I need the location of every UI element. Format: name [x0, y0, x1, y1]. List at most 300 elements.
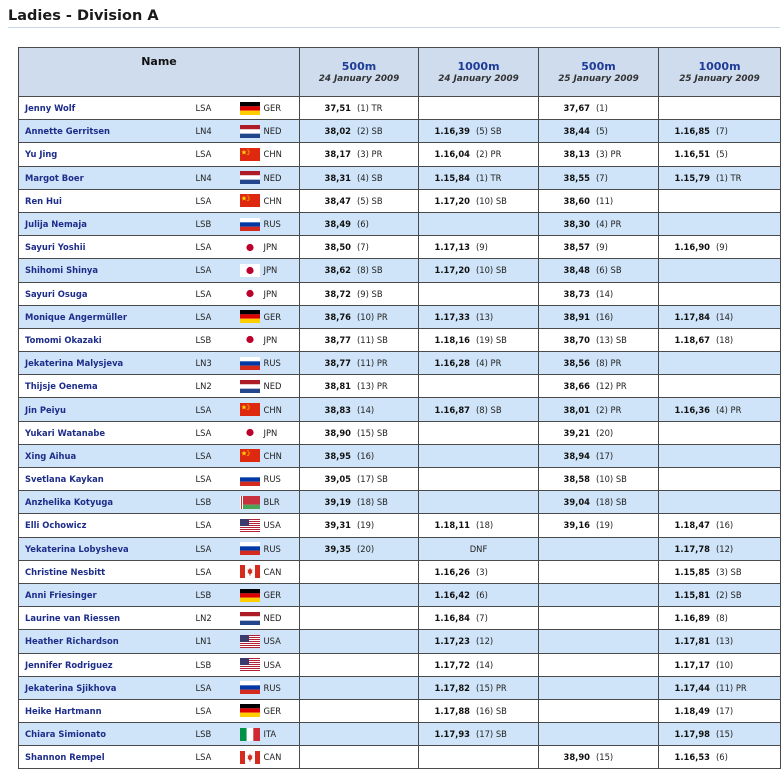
result-rank: (11) PR	[357, 358, 388, 369]
result-time: 1.17,20	[434, 195, 470, 206]
result-cell	[419, 421, 539, 444]
result-cell	[419, 630, 539, 653]
distance-date: 24 January 2009	[318, 74, 400, 84]
athlete-name[interactable]: Julija Nemaja	[19, 212, 193, 235]
result-cell	[419, 723, 539, 746]
result-rank: (19) SB	[476, 334, 507, 345]
athlete-name[interactable]: Sayuri Osuga	[19, 282, 193, 305]
result-cell	[659, 212, 781, 235]
country-code: CHN	[263, 149, 282, 160]
result-cell	[659, 97, 781, 120]
table-row	[19, 537, 781, 560]
usa-flag-icon	[240, 658, 260, 671]
country-code: RUS	[263, 474, 281, 485]
result-time: 38,48	[563, 265, 590, 276]
result-rank: (17)	[716, 705, 734, 716]
result-cell	[539, 305, 659, 328]
result-cell	[419, 537, 539, 560]
result-rank: (11) SB	[357, 334, 388, 345]
country-code: CHN	[263, 450, 282, 461]
athlete-class: LSB	[193, 653, 237, 676]
result-time: 1.17,20	[434, 265, 470, 276]
result-time: 39,35	[324, 543, 351, 554]
country-code: USA	[263, 636, 281, 647]
athlete-class: LN2	[193, 607, 237, 630]
result-time: 1.16,28	[434, 358, 470, 369]
table-row	[19, 97, 781, 120]
result-time: 1.17,17	[674, 659, 710, 670]
result-cell	[539, 468, 659, 491]
athlete-class: LSA	[193, 468, 237, 491]
result-cell	[300, 444, 419, 467]
result-rank: (13)	[476, 311, 494, 322]
result-rank: (8) SB	[476, 404, 502, 415]
table-row	[19, 166, 781, 189]
table-row	[19, 375, 781, 398]
result-time: 1.18,11	[434, 520, 470, 531]
athlete-country	[237, 259, 300, 282]
result-cell	[659, 607, 781, 630]
result-cell	[539, 97, 659, 120]
result-rank: (6)	[476, 590, 488, 601]
result-time: 1.16,39	[434, 126, 470, 137]
distance-date: 24 January 2009	[438, 74, 519, 84]
result-cell	[419, 97, 539, 120]
country-code: NED	[263, 172, 282, 183]
result-cell	[300, 560, 419, 583]
result-time: 1.16,90	[674, 242, 710, 253]
table-row	[19, 236, 781, 259]
result-cell	[659, 630, 781, 653]
result-rank: (15) PR	[476, 682, 507, 693]
result-cell	[419, 282, 539, 305]
result-cell	[659, 421, 781, 444]
athlete-class: LSA	[193, 676, 237, 699]
athlete-country	[237, 653, 300, 676]
results-table	[18, 47, 781, 769]
athlete-country	[237, 236, 300, 259]
result-rank: (10) SB	[476, 195, 507, 206]
result-cell	[419, 305, 539, 328]
athlete-country	[237, 699, 300, 722]
athlete-name[interactable]: Chiara Simionato	[19, 723, 193, 746]
result-cell	[659, 746, 781, 769]
table-row	[19, 305, 781, 328]
result-time: 1.17,82	[434, 682, 470, 693]
table-row	[19, 212, 781, 235]
result-rank: (2) PR	[476, 149, 502, 160]
athlete-name[interactable]: Shannon Rempel	[19, 746, 193, 769]
result-time: 1.16,51	[674, 149, 710, 160]
result-cell	[300, 143, 419, 166]
result-cell	[539, 491, 659, 514]
country-code: GER	[263, 311, 282, 322]
athlete-name[interactable]: Elli Ochowicz	[19, 514, 193, 537]
result-cell	[539, 212, 659, 235]
result-cell	[419, 143, 539, 166]
athlete-class: LSA	[193, 746, 237, 769]
result-cell	[659, 398, 781, 421]
result-rank: (9)	[716, 242, 728, 253]
result-cell	[300, 398, 419, 421]
distance-date: 25 January 2009	[558, 74, 639, 84]
athlete-class: LSA	[193, 189, 237, 212]
table-row	[19, 699, 781, 722]
result-cell	[659, 143, 781, 166]
table-row	[19, 676, 781, 699]
athlete-name[interactable]: Laurine van Riessen	[19, 607, 193, 630]
result-rank: (12)	[476, 636, 494, 647]
result-cell	[539, 398, 659, 421]
athlete-class: LSA	[193, 282, 237, 305]
result-rank: (4) PR	[716, 404, 742, 415]
athlete-name[interactable]: Ren Hui	[19, 189, 193, 212]
athlete-name[interactable]: Jenny Wolf	[19, 97, 193, 120]
athlete-name[interactable]: Sayuri Yoshii	[19, 236, 193, 259]
athlete-name[interactable]: Shihomi Shinya	[19, 259, 193, 282]
result-time: 38,77	[324, 358, 351, 369]
result-time: 38,90	[563, 752, 590, 763]
athlete-country	[237, 189, 300, 212]
result-rank: (6) SB	[596, 265, 622, 276]
athlete-country	[237, 630, 300, 653]
page-title: Ladies - Division A	[8, 8, 159, 24]
country-code: NED	[263, 126, 282, 137]
result-time: 1.17,88	[434, 705, 470, 716]
ger-flag-icon	[240, 310, 260, 323]
jpn-flag-icon	[240, 241, 260, 254]
result-cell	[419, 212, 539, 235]
result-time: 38,77	[324, 334, 351, 345]
result-time: 1.16,87	[434, 404, 470, 415]
result-cell	[659, 468, 781, 491]
result-time: 38,56	[563, 358, 590, 369]
result-rank: (20)	[357, 543, 375, 554]
result-rank: (10)	[716, 659, 734, 670]
result-time: 38,17	[324, 149, 351, 160]
result-cell	[659, 491, 781, 514]
result-time: 38,91	[563, 311, 590, 322]
country-code: ITA	[263, 729, 277, 740]
athlete-country	[237, 282, 300, 305]
result-time: 38,94	[563, 450, 590, 461]
table-row	[19, 352, 781, 375]
usa-flag-icon	[240, 519, 260, 532]
result-cell	[300, 352, 419, 375]
athlete-class: LSA	[193, 398, 237, 421]
result-time: 1.16,84	[434, 613, 470, 624]
result-rank: (5)	[716, 149, 728, 160]
result-time: 38,01	[563, 404, 590, 415]
result-cell	[419, 259, 539, 282]
athlete-country	[237, 305, 300, 328]
result-cell	[419, 653, 539, 676]
table-row	[19, 143, 781, 166]
jpn-flag-icon	[240, 264, 260, 277]
distance-label: 500m	[341, 60, 377, 73]
result-rank: (18)	[716, 334, 734, 345]
ned-flag-icon	[240, 125, 260, 138]
result-cell	[539, 421, 659, 444]
table-header-row	[19, 48, 781, 97]
result-rank: (8) PR	[596, 358, 622, 369]
ita-flag-icon	[240, 728, 260, 741]
athlete-class: LSA	[193, 143, 237, 166]
athlete-class: LSB	[193, 328, 237, 351]
result-rank: (11)	[596, 195, 614, 206]
athlete-name[interactable]: Thijsje Oenema	[19, 375, 193, 398]
result-cell	[300, 630, 419, 653]
result-time: 1.17,78	[674, 543, 710, 554]
result-time: 38,49	[324, 219, 351, 230]
athlete-country	[237, 398, 300, 421]
can-flag-icon	[240, 565, 260, 578]
athlete-name[interactable]: Yukari Watanabe	[19, 421, 193, 444]
result-rank: (3) SB	[716, 566, 742, 577]
country-code: GER	[263, 705, 282, 716]
ned-flag-icon	[240, 612, 260, 625]
result-cell	[659, 514, 781, 537]
country-code: BLR	[263, 497, 280, 508]
name-column-header: Name	[19, 48, 300, 97]
result-cell	[539, 746, 659, 769]
result-rank: (17)	[596, 450, 614, 461]
result-cell	[659, 560, 781, 583]
result-cell	[659, 723, 781, 746]
result-rank: (14)	[716, 311, 734, 322]
result-rank: (6)	[357, 219, 369, 230]
result-time: 1.17,33	[434, 311, 470, 322]
athlete-name[interactable]: Svetlana Kaykan	[19, 468, 193, 491]
jpn-flag-icon	[240, 333, 260, 346]
athlete-name[interactable]: Jekaterina Malysjeva	[19, 352, 193, 375]
athlete-country	[237, 468, 300, 491]
athlete-name[interactable]: Jennifer Rodriguez	[19, 653, 193, 676]
table-row	[19, 630, 781, 653]
result-cell	[539, 607, 659, 630]
result-time: 39,19	[324, 497, 351, 508]
result-rank: (5)	[596, 126, 608, 137]
result-cell	[300, 189, 419, 212]
result-cell	[300, 97, 419, 120]
result-time: 1.17,44	[674, 682, 710, 693]
result-rank: (15)	[716, 729, 734, 740]
rus-flag-icon	[240, 473, 260, 486]
country-code: JPN	[263, 242, 278, 253]
table-row	[19, 468, 781, 491]
result-cell	[300, 699, 419, 722]
result-cell	[419, 746, 539, 769]
athlete-name[interactable]: Yu Jing	[19, 143, 193, 166]
result-cell	[300, 259, 419, 282]
ned-flag-icon	[240, 380, 260, 393]
result-cell	[659, 236, 781, 259]
rus-flag-icon	[240, 218, 260, 231]
result-cell	[419, 398, 539, 421]
result-time: 39,05	[324, 474, 351, 485]
result-rank: (20)	[596, 427, 614, 438]
athlete-name[interactable]: Annette Gerritsen	[19, 120, 193, 143]
result-rank: (4) SB	[357, 172, 383, 183]
distance-header	[300, 48, 419, 97]
result-cell	[539, 560, 659, 583]
result-time: 1.16,26	[434, 566, 470, 577]
result-cell	[300, 491, 419, 514]
result-cell	[539, 514, 659, 537]
athlete-name[interactable]: Heather Richardson	[19, 630, 193, 653]
result-cell	[539, 120, 659, 143]
athlete-name[interactable]: Yekaterina Lobysheva	[19, 537, 193, 560]
result-rank: (17) SB	[357, 474, 388, 485]
athlete-name[interactable]: Monique Angermüller	[19, 305, 193, 328]
result-rank: (12)	[716, 543, 734, 554]
athlete-country	[237, 421, 300, 444]
country-code: RUS	[263, 682, 281, 693]
result-rank: (17) SB	[476, 729, 507, 740]
result-rank: (8)	[716, 613, 728, 624]
distance-date: 25 January 2009	[679, 74, 760, 84]
result-cell	[539, 583, 659, 606]
result-cell	[539, 282, 659, 305]
result-time: 1.18,16	[434, 334, 470, 345]
result-rank: (8) SB	[357, 265, 383, 276]
result-cell	[300, 653, 419, 676]
result-time: 1.16,36	[674, 404, 710, 415]
result-time: 38,60	[563, 195, 590, 206]
result-rank: (12) PR	[596, 381, 627, 392]
athlete-name[interactable]: Xing Aihua	[19, 444, 193, 467]
result-cell	[539, 259, 659, 282]
result-time: 38,62	[324, 265, 351, 276]
result-cell	[419, 699, 539, 722]
result-cell	[419, 444, 539, 467]
result-cell	[539, 537, 659, 560]
result-time: 38,50	[324, 242, 351, 253]
athlete-country	[237, 120, 300, 143]
result-rank: (14)	[476, 659, 494, 670]
result-time: 1.15,84	[434, 172, 470, 183]
result-rank: (1)	[596, 103, 608, 114]
result-rank: (10) PR	[357, 311, 388, 322]
result-cell	[300, 514, 419, 537]
result-rank: (3)	[476, 566, 488, 577]
table-row	[19, 398, 781, 421]
result-rank: (19)	[357, 520, 375, 531]
table-row	[19, 328, 781, 351]
table-row	[19, 444, 781, 467]
table-row	[19, 723, 781, 746]
result-cell	[419, 468, 539, 491]
chn-flag-icon	[240, 194, 260, 207]
athlete-class: LN3	[193, 352, 237, 375]
result-cell	[300, 120, 419, 143]
athlete-name[interactable]: Jin Peiyu	[19, 398, 193, 421]
can-flag-icon	[240, 751, 260, 764]
result-time: 38,95	[324, 450, 351, 461]
athlete-class: LSA	[193, 514, 237, 537]
result-cell	[539, 375, 659, 398]
result-cell	[419, 236, 539, 259]
athlete-name[interactable]: Christine Nesbitt	[19, 560, 193, 583]
result-time: 1.16,04	[434, 149, 470, 160]
country-code: NED	[263, 381, 282, 392]
result-cell	[539, 352, 659, 375]
chn-flag-icon	[240, 148, 260, 161]
result-time: 1.17,23	[434, 636, 470, 647]
result-time: 39,16	[563, 520, 590, 531]
country-code: RUS	[263, 543, 281, 554]
result-cell	[539, 444, 659, 467]
result-cell	[300, 328, 419, 351]
table-row	[19, 491, 781, 514]
result-rank: (15)	[596, 752, 614, 763]
result-time: 37,51	[324, 103, 351, 114]
result-rank: (18) SB	[357, 497, 388, 508]
athlete-name[interactable]: Heike Hartmann	[19, 699, 193, 722]
athlete-country	[237, 746, 300, 769]
result-time: 1.15,81	[674, 590, 710, 601]
result-cell	[659, 375, 781, 398]
result-time: 38,76	[324, 311, 351, 322]
chn-flag-icon	[240, 403, 260, 416]
athlete-name[interactable]: Margot Boer	[19, 166, 193, 189]
result-rank: (1) TR	[716, 172, 742, 183]
result-rank: (16)	[357, 450, 375, 461]
ger-flag-icon	[240, 704, 260, 717]
result-cell	[659, 653, 781, 676]
result-time: 38,02	[324, 126, 351, 137]
jpn-flag-icon	[240, 426, 260, 439]
result-rank: (18) SB	[596, 497, 627, 508]
result-rank: (10) SB	[476, 265, 507, 276]
result-time: 38,72	[324, 288, 351, 299]
jpn-flag-icon	[240, 287, 260, 300]
result-time: 38,81	[324, 381, 351, 392]
athlete-name[interactable]: Anzhelika Kotyuga	[19, 491, 193, 514]
result-rank: (10) SB	[596, 474, 627, 485]
athlete-class: LN1	[193, 630, 237, 653]
athlete-class: LSB	[193, 491, 237, 514]
distance-header	[659, 48, 781, 97]
country-code: CAN	[263, 752, 282, 763]
result-rank: (3) PR	[596, 149, 622, 160]
result-cell	[539, 236, 659, 259]
athlete-class: LSA	[193, 305, 237, 328]
result-rank: (7)	[716, 126, 728, 137]
result-time: 1.17,93	[434, 729, 470, 740]
result-cell	[659, 259, 781, 282]
athlete-class: LN4	[193, 120, 237, 143]
country-code: RUS	[263, 219, 281, 230]
country-code: GER	[263, 103, 282, 114]
table-row	[19, 421, 781, 444]
result-time: 38,44	[563, 126, 590, 137]
result-cell	[539, 699, 659, 722]
result-cell	[539, 653, 659, 676]
athlete-class: LN2	[193, 375, 237, 398]
result-cell	[659, 699, 781, 722]
athlete-country	[237, 676, 300, 699]
athlete-name[interactable]: Jekaterina Sjikhova	[19, 676, 193, 699]
result-time: 38,57	[563, 242, 590, 253]
dnf-label: DNF	[469, 543, 488, 554]
athlete-name[interactable]: Tomomi Okazaki	[19, 328, 193, 351]
country-code: CHN	[263, 404, 282, 415]
result-rank: (14)	[357, 404, 375, 415]
result-time: 1.17,13	[434, 242, 470, 253]
athlete-name[interactable]: Anni Friesinger	[19, 583, 193, 606]
result-rank: (16)	[596, 311, 614, 322]
